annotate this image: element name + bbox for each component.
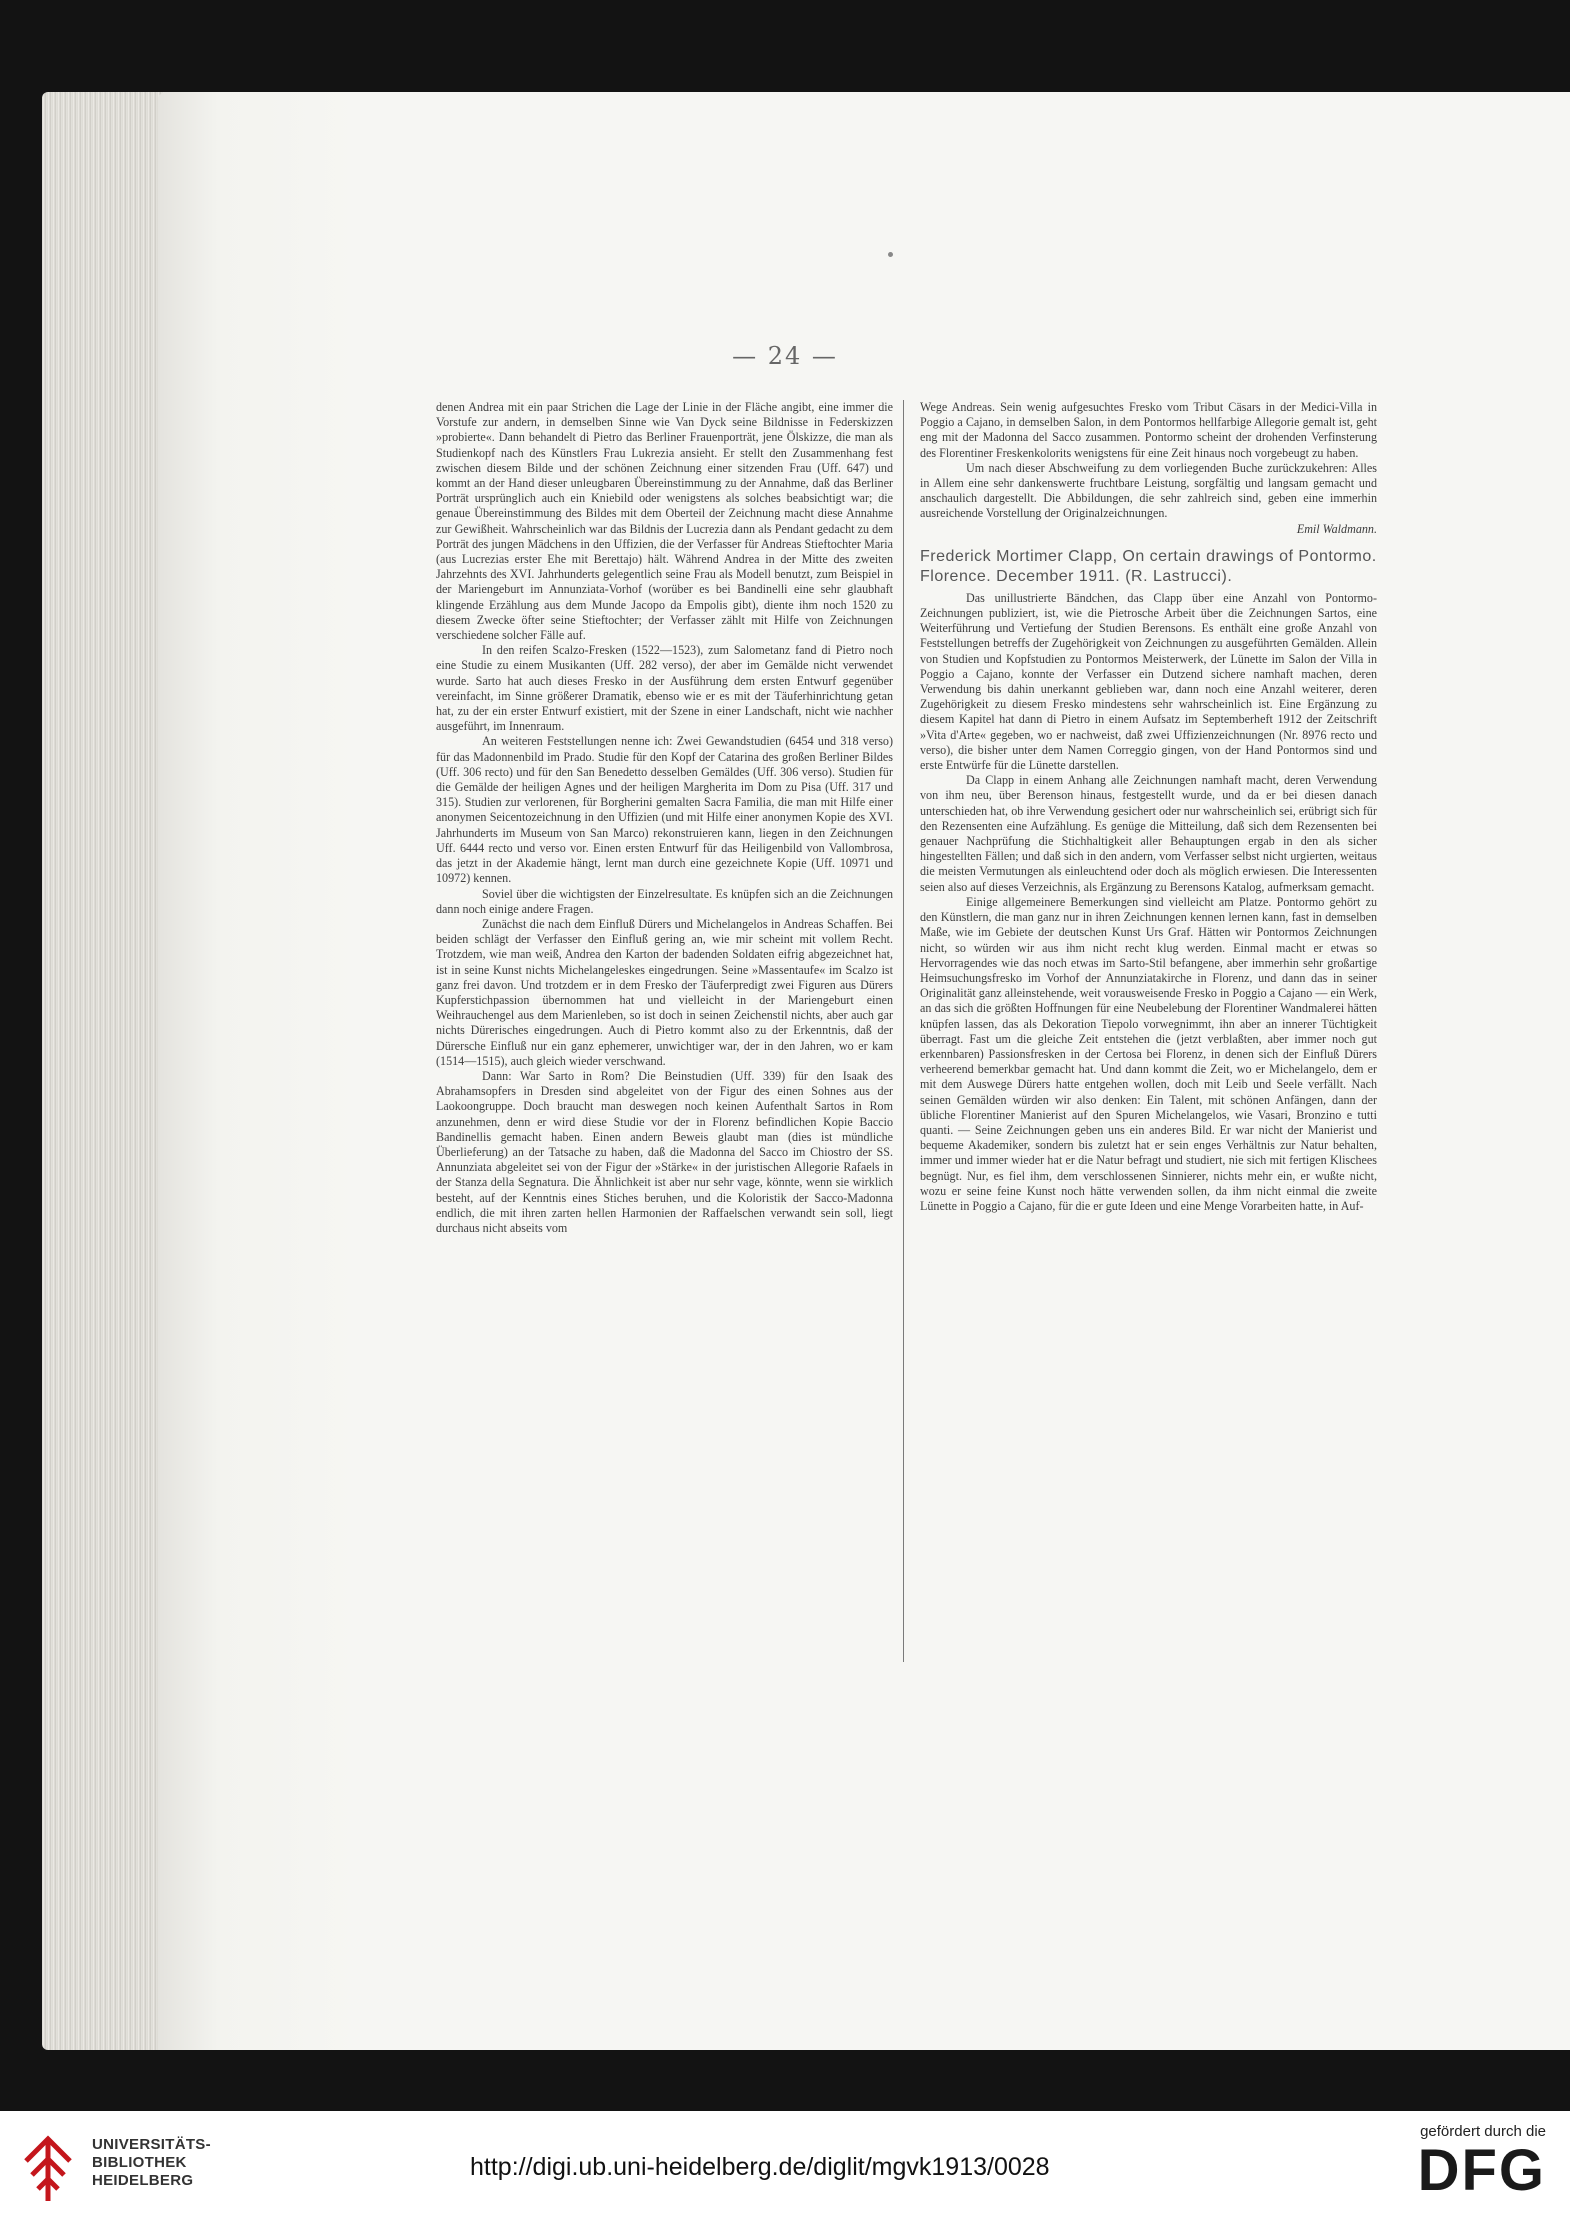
paragraph: Um nach dieser Abschweifung zu dem vorliegenden Buche zurückzukehren: Alles in Allem eine sehr dankenswerte fruchtbare Leistung, sorgfältig und langsam gemacht und anschaulich dargestellt. Die Abbildungen, die sehr zahlreich sind, geben eine immerhin ausreichende Vorstellung der Originalzeichnungen. [920, 460, 1377, 521]
dfg-logo: DFG [1417, 2138, 1546, 2203]
sponsor-block [1418, 2123, 1546, 2202]
review-body [920, 591, 1377, 1214]
sponsor-text: gefördert durch die [1420, 2123, 1546, 2140]
library-name-line: HEIDELBERG [92, 2172, 194, 2189]
paragraph: In den reifen Scalzo-Fresken (1522—1523), zum Salometanz fand di Pietro noch eine Studie zu einem Musikanten (Uff. 282 verso), der aber im Gemälde nicht verwendet wurde. Sarto hat auch dieses Fresko in der Ausführung dem ersten Entwurf gegenüber vereinfacht, im Sinne größerer Dramatik, ebenso wie er es mit der Täuferhinrichtung getan hat, zu der ein erster Entwurf existiert, mit der Szene in einer Landschaft, nicht wie nachher ausgeführt, im Innenraum. [436, 643, 893, 734]
library-name-line: UNIVERSITÄTS- [92, 2136, 211, 2153]
paragraph: Wege Andreas. Sein wenig aufgesuchtes Fresko vom Tribut Cäsars in der Medici-Villa in Poggio a Cajano, in demselben Salon, in dem Pontormos hellfarbige Allegorie gemalt ist, geht eng mit der Madonna del Sacco zusammen. Pontormo scheint der drohenden Verfinsterung des Florentiner Freskenkolorits wenigstens für eine Zeit hinaus noch vorgebeugt zu haben. [920, 400, 1377, 460]
university-library-logo-icon [18, 2125, 78, 2205]
review-signature: Emil Waldmann. [1296, 521, 1377, 536]
library-name [92, 2136, 211, 2190]
paragraph: An weiteren Feststellungen nenne ich: Zwei Gewandstudien (6454 und 318 verso) für das Madonnenbild im Prado. Studie für den Kopf der Catarina des großen Berliner Bildes (Uff. 306 recto) und für den San Benedetto desselben Gemäldes (Uff. 306 verso). Studien für die Gemälde der heiligen Agnes und der heiligen Margherita im Dom zu Pisa (Uff. 317 und 315). Studien zur verlorenen, für Borgherini gemalten Sacra Familia, die man mit Hilfe einer anonymen Seicentozeichnung in den Uffizien (und mit Hilfe einer anonymen Kopie des XVI. Jahrhunderts im Museum von San Marco) rekonstruieren kann, liegen in den Zeichnungen Uff. 6444 recto und verso vor. Einen ersten Entwurf für das Heiligenbild von Vallombrosa, das jetzt in der Akademie hängt, lernt man durch eine gezeichnete Kopie (Uff. 10971 und 10972) kennen. [436, 734, 893, 886]
column-divider [903, 400, 904, 1662]
paper-speck [888, 252, 893, 257]
paragraph: Dann: War Sarto in Rom? Die Beinstudien (Uff. 339) für den Isaak des Abrahamsopfers in Dresden sind abgeleitet von der Figur des einen Sohnes aus der Laokoongruppe. Doch braucht man deswegen noch keinen Aufenthalt Sartos in Rom anzunehmen, denn er wird diese Studie vor der in Florenz befindlichen Kopie Baccio Bandinellis gemacht haben. Einen andern Beweis glaubt man (dies ist mündliche Überlieferung) an der Tatsache zu haben, daß die Madonna del Sacco im Chiostro der SS. Annunziata abgeleitet sei von der Figur der »Stärke« in der juristischen Allegorie Rafaels in der Stanza della Segnatura. Die Ähnlichkeit ist aber nur sehr vage, könnte, wenn sie wirklich besteht, auf der Kenntnis eines Stiches beruhen, und die Koloristik der Sacco-Madonna endlich, die mit ihren zarten hellen Harmonien der Raffaelschen verwandt sein soll, liegt durchaus nicht abseits vom [436, 1068, 893, 1235]
left-text-column [436, 400, 893, 1655]
book-page-edges [42, 92, 172, 2050]
paragraph: Das unillustrierte Bändchen, das Clapp über eine Anzahl von Pontormo-Zeichnungen publiziert, ist, wie die Pietrosche Arbeit über die Zeichnungen Sartos, eine Weiterführung und Vertiefung der Studien Berensons. Es enthält eine große Anzahl von Feststellungen betreffs der Zugehörigkeit von Zeichnungen zu ausgeführten Gemälden. Allein von Studien und Kopfstudien zu Pontormos Meisterwerk, der Lünette im Salon der Villa in Poggio a Cajano, konnte der Verfasser ein Dutzend sichere namhaft machen, deren Verwendung bis dahin unerkannt geblieben war, dann noch eine Anzahl weiterer, deren Zugehörigkeit zu diesem Fresko mindestens sehr wahrscheinlich ist. Eine Ergänzung zu diesem Kapitel hat dann di Pietro in einem Aufsatz im Septemberheft 1912 der Zeitschrift »Vita d'Arte« gegeben, wo er nachweist, daß zwei Uffizienzeichnungen (Nr. 8976 recto und verso), die bisher unter dem Namen Correggio gingen, von der Hand Pontormos sind und erste Entwürfe für die Lünette darstellen. [920, 590, 1377, 773]
paragraph: denen Andrea mit ein paar Strichen die Lage der Linie in der Fläche angibt, eine immer die Vorstufe zur andern, in demselben Sinne wie Van Dyck seine Bildnisse in Federskizzen »probierte«. Dann behandelt di Pietro das Berliner Frauenporträt, jene Ölskizze, die man als Studienkopf nach des Künstlers Frau Lukrezia ansieht. Er stellt den Zusammenhang fest zwischen diesem Bilde und der schönen Zeichnung einer sitzenden Frau (Uff. 647) und kommt an der Hand dieser unleugbaren Übereinstimmung zu der Annahme, daß das Berliner Porträt ursprünglich auch ein Kniebild oder wenigstens als solches beabsichtigt war; die genaue Übereinstimmung des Bildes mit dem Oberteil der Zeichnung macht diese Annahme zur Gewißheit. Wahrscheinlich war das Bildnis der Lucrezia dann als Pendant gedacht zu dem Porträt des jungen Mädchens in den Uffizien, die der Verfasser für Andreas Stieftochter Maria (aus Lucrezias erster Ehe mit Berettajo) hält. Während Andrea in der Mitte des zweiten Jahrzehnts des XVI. Jahrhunderts gelegentlich seine Frau als Modell benutzt, zum Beispiel in der Mariengeburt im Annunziata-Vorhof (worüber es bei Bandinelli eine sehr glaubhaft klingende Erzählung aus dem Munde Jacopo da Empolis gibt), diente ihm noch 1520 zu diesem Zwecke öfter seine Stieftochter; der Verfasser zählt mit Hilfe von Zeichnungen verschiedene solcher Fälle auf. [436, 400, 893, 643]
right-text-column [920, 400, 1377, 1655]
paragraph: Zunächst die nach dem Einfluß Dürers und Michelangelos in Andreas Schaffen. Bei beiden schlägt der Verfasser den Einfluß gering an, wie mir scheint mit vollem Recht. Trotzdem, wie man weiß, Andrea den Karton der badenden Soldaten eifrig abgezeichnet hat, ist in seine Kunst nichts Michelangeleskes eingedrungen. Seine »Massentaufe« im Scalzo ist ganz frei davon. Und trotzdem er in dem Fresko der Täuferpredigt zwei Figuren aus Dürers Kupferstichpassion übernommen hat und vielleicht in der Mariengeburt einen Weihrauchengel aus dem Marienleben, so ist doch in seinen Zeichenstil nichts, aber auch gar nichts Dürerisches eingedrungen. Auch di Pietro kommt also zu der Erkenntnis, daß der Dürersche Einfluß nur ein ganz ephemerer, unwichtiger war, der in den Jahren, wo er kam (1514—1515), auch gleich wieder verschwand. [436, 916, 893, 1068]
paragraph: Einige allgemeinere Bemerkungen sind vielleicht am Platze. Pontormo gehört zu den Künstlern, die man ganz nur in ihren Zeichnungen kennen lernen kann, fast in demselben Maße, wie im Gebiete der deutschen Kunst Urs Graf. Hätten wir Pontormos Zeichnungen nicht, so würden wir aus ihm nicht recht klug werden. Einmal macht er etwas so Hervorragendes wie das noch etwas im Sarto-Stil befangene, aber immerhin sehr großartige Heimsuchungsfresko im Vorhof der Annunziatakirche in Florenz, und dann das in seiner Originalität ganz alleinstehende, weit vorausweisende Fresko in Poggio a Cajano — ein Werk, an das sich die größten Hoffnungen für eine Neubelebung der Florentiner Wandmalerei hätten knüpfen lassen, das als Dekoration Tiepolo vorwegnimmt, ihn aber an innerer Tüchtigkeit überragt. Fast um die gleiche Zeit entstehen die (jetzt verblaßten, aber immer noch gut erkennbaren) Passionsfresken in der Certosa bei Florenz, in denen sich der Einfluß Dürers verheerend bemerkbar gemacht hat. Und dann kommt die Zeit, wo er Michelangelo, dem er mit dem Auswege Dürers hatte entgehen wollen, doch mit Leib und Seele verfällt. Nach seinen Gemälden würden wir also denken: Ein Talent, mit schönen Anfängen, dann der übliche Florentiner Manierist auf den Spuren Michelangelos, wie Vasari, Bronzino e tutti quanti. — Seine Zeichnungen geben uns ein anderes Bild. Er war nicht der Manierist und bequeme Akademiker, sondern bis zuletzt hat er sein enges Verhältnis zur Natur behalten, immer und immer wieder hat er die Natur befragt und studiert, nie sich mit fertigen Klischees begnügt. Nur, es fiel ihm, dem verschlossenen Sinnierer, nichts mehr ein, er wußte nicht, wozu er seine feine Kunst noch hätte verwenden sollen, da ihm nicht einmal die zweite Lünette in Poggio a Cajano, für die er gute Ideen und eine Menge Vorarbeiten hatte, in Auf- [920, 894, 1377, 1213]
paragraph: Soviel über die wichtigsten der Einzelresultate. Es knüpfen sich an die Zeichnungen dann noch einige andere Fragen. [436, 886, 893, 916]
review-heading: Frederick Mortimer Clapp, On certain drawings of Pontormo. Florence. December 1911. (R. Lastrucci). [920, 547, 1377, 585]
permalink-url[interactable]: http://digi.ub.uni-heidelberg.de/diglit/mgvk1913/0028 [470, 2153, 1050, 2181]
page-number: — 24 — [732, 342, 838, 370]
review-continuation [920, 400, 1377, 522]
viewer-footer [0, 2111, 1570, 2223]
library-name-line: BIBLIOTHEK [92, 2154, 187, 2171]
paragraph: Da Clapp in einem Anhang alle Zeichnungen namhaft macht, deren Verwendung von ihm neu, über Berenson hinaus, festgestellt wurde, und da er bei diesen danach unterschieden hat, ob ihre Verwendung gesichert oder nur wahrscheinlich sei, erübrigt sich für den Rezensenten eine Aufzählung. Es genüge die Mitteilung, daß sich dem Rezensenten bei genauer Nachprüfung die Stichhaltigkeit aller Behauptungen ergab in den als sicher hingestellten Fällen; und daß sich in den andern, vom Verfasser selbst nicht urgierten, weitaus die meisten Vermutungen als einleuchtend oder doch als möglich erwiesen. Die Interessenten seien also auf dieses Verzeichnis, als Ergänzung zu Berensons Katalog, aufmerksam gemacht. [920, 773, 1377, 894]
